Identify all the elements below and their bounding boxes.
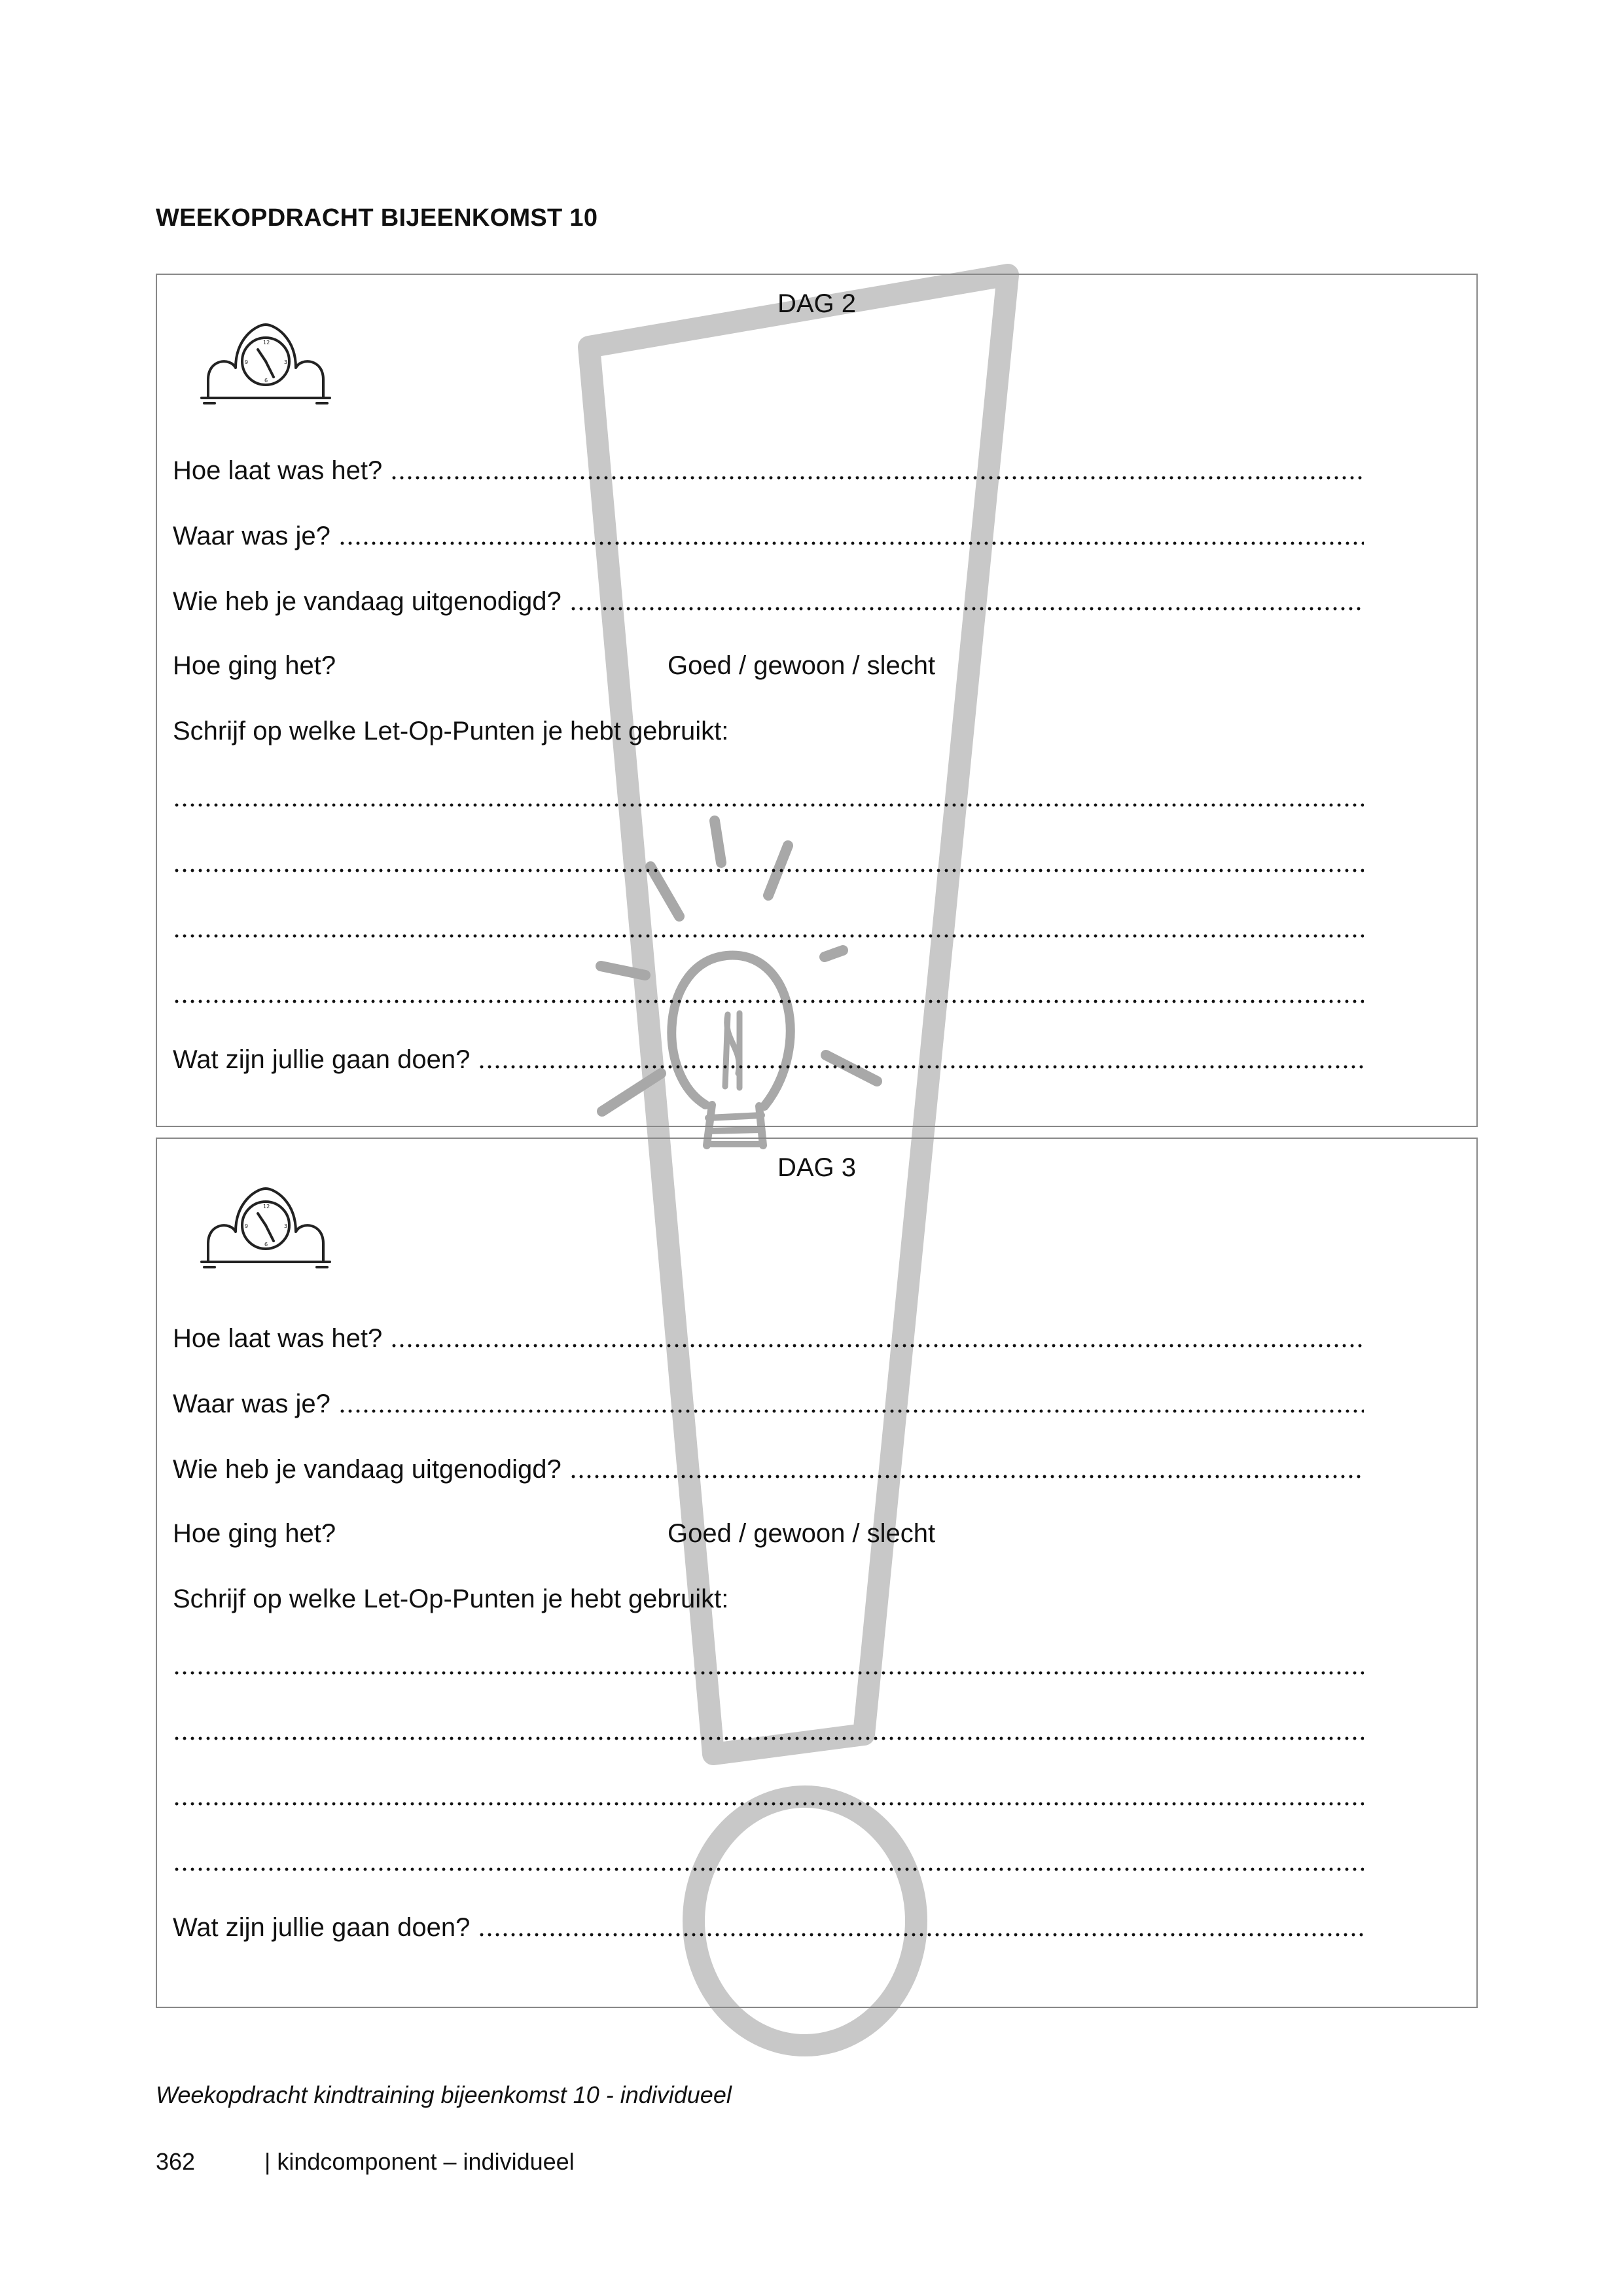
day-label: DAG 2	[777, 289, 857, 318]
answer-dotted-line[interactable]	[338, 541, 1364, 546]
invited-question-line[interactable]	[173, 584, 1364, 619]
plan-question: Wat zijn jullie gaan doen?	[173, 1045, 471, 1074]
writing-line[interactable]	[173, 846, 1364, 881]
answer-dotted-line[interactable]	[390, 475, 1364, 480]
how-options[interactable]: Goed / gewoon / slecht	[668, 651, 936, 680]
where-question: Waar was je?	[173, 522, 330, 550]
writing-line[interactable]	[173, 1844, 1364, 1880]
answer-dotted-line[interactable]	[478, 1932, 1364, 1937]
where-question-line[interactable]	[173, 1386, 1364, 1422]
answer-dotted-line[interactable]	[390, 1343, 1364, 1348]
mantel-clock-icon	[192, 312, 339, 410]
day-2-section	[156, 274, 1478, 1127]
caption: Weekopdracht kindtraining bijeenkomst 10 - individueel	[156, 2081, 732, 2108]
time-question: Hoe laat was het?	[173, 1324, 383, 1353]
where-question: Waar was je?	[173, 1390, 330, 1418]
answer-dotted-line[interactable]	[569, 1474, 1364, 1479]
mantel-clock-icon	[192, 1175, 339, 1274]
answer-dotted-line[interactable]	[173, 802, 1364, 808]
footer-section: | kindcomponent – individueel	[264, 2148, 575, 2175]
svg-text:9: 9	[245, 1223, 249, 1229]
plan-question: Wat zijn jullie gaan doen?	[173, 1913, 471, 1942]
svg-text:12: 12	[263, 1204, 270, 1210]
time-question-line[interactable]	[173, 453, 1364, 488]
answer-dotted-line[interactable]	[478, 1064, 1364, 1069]
how-question-row	[173, 1516, 1364, 1551]
invited-question: Wie heb je vandaag uitgenodigd?	[173, 587, 562, 616]
how-options[interactable]: Goed / gewoon / slecht	[668, 1519, 936, 1548]
where-question-line[interactable]	[173, 518, 1364, 554]
day-label: DAG 3	[777, 1153, 857, 1182]
svg-text:9: 9	[245, 359, 249, 365]
writing-line[interactable]	[173, 780, 1364, 816]
answer-dotted-line[interactable]	[173, 1867, 1364, 1872]
invited-question: Wie heb je vandaag uitgenodigd?	[173, 1455, 562, 1484]
svg-text:6: 6	[264, 378, 268, 384]
answer-dotted-line[interactable]	[173, 868, 1364, 873]
page-title: WEEKOPDRACHT BIJEENKOMST 10	[156, 204, 598, 232]
answer-dotted-line[interactable]	[173, 933, 1364, 939]
answer-dotted-line[interactable]	[569, 606, 1364, 611]
svg-text:6: 6	[264, 1242, 268, 1247]
writing-line[interactable]	[173, 1713, 1364, 1749]
svg-text:3: 3	[284, 1223, 288, 1229]
time-question-line[interactable]	[173, 1321, 1364, 1356]
how-question-row	[173, 648, 1364, 683]
svg-text:3: 3	[284, 359, 288, 365]
answer-dotted-line[interactable]	[173, 1801, 1364, 1806]
day-3-section	[156, 1138, 1478, 2008]
plan-question-line[interactable]	[173, 1042, 1364, 1077]
time-question: Hoe laat was het?	[173, 456, 383, 485]
answer-dotted-line[interactable]	[173, 1670, 1364, 1676]
invited-question-line[interactable]	[173, 1452, 1364, 1487]
writing-line[interactable]	[173, 1779, 1364, 1814]
answer-dotted-line[interactable]	[173, 999, 1364, 1004]
instruction-text: Schrijf op welke Let-Op-Punten je hebt gebruikt:	[173, 717, 729, 745]
plan-question-line[interactable]	[173, 1910, 1364, 1945]
how-question: Hoe ging het?	[173, 651, 336, 680]
answer-dotted-line[interactable]	[173, 1736, 1364, 1741]
writing-line[interactable]	[173, 977, 1364, 1012]
page-number: 362	[156, 2148, 196, 2175]
how-question: Hoe ging het?	[173, 1519, 336, 1548]
svg-text:12: 12	[263, 340, 270, 346]
instruction-text: Schrijf op welke Let-Op-Punten je hebt gebruikt:	[173, 1585, 729, 1613]
answer-dotted-line[interactable]	[338, 1408, 1364, 1414]
writing-line[interactable]	[173, 1648, 1364, 1683]
writing-line[interactable]	[173, 911, 1364, 946]
